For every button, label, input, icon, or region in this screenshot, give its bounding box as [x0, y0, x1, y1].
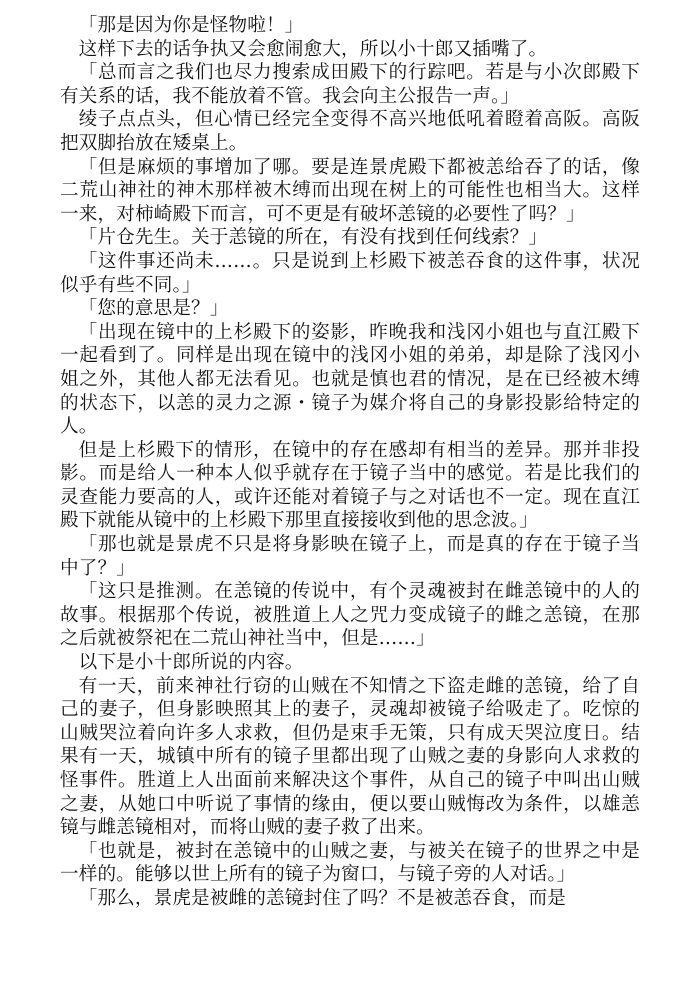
paragraph: 「您的意思是？」	[78, 298, 229, 320]
paragraph: 「出现在镜中的上杉殿下的姿影，昨晚我和浅冈小姐也与直江殿下一起看到了。同样是出现在镜中的浅冈小姐的弟弟，却是除了浅冈小姐之外，其他人都无法看见。也就是慎也君的情况，是在已经被木缚的状态下，以恙的灵力之源・镜子为媒介将自己的身影投影给特定的人。	[60, 321, 640, 438]
paragraph: 有一天，前来神社行窃的山贼在不知情之下盗走雌的恙镜，给了自己的妻子，但身影映照其上的妻子，灵魂却被镜子给吸走了。吃惊的山贼哭泣着向许多人求救，但仍是束手无策，只有成天哭泣度日。结果有一天，城镇中所有的镜子里都出现了山贼之妻的身影向人求救的怪事件。胜道上人出面前来解决这个事件，从自己的镜子中叫出山贼之妻，从她口中听说了事情的缘由，便以要山贼悔改为条件，以雄恙镜与雌恙镜相对，而将山贼的妻子救了出来。	[60, 675, 640, 839]
paragraph: 「也就是，被封在恙镜中的山贼之妻，与被关在镜子的世界之中是一样的。能够以世上所有的镜子为窗口，与镜子旁的人对话。」	[60, 840, 640, 886]
paragraph: 「但是麻烦的事增加了哪。要是连景虎殿下都被恙给吞了的话，像二荒山神社的神木那样被木缚而出现在树上的可能性也相当大。这样一来，对柿崎殿下而言，可不更是有破坏恙镜的必要性了吗？」	[60, 156, 640, 225]
paragraph: 绫子点点头，但心情已经完全变得不高兴地低吼着瞪着高阪。高阪把双脚抬放在矮桌上。	[60, 109, 640, 154]
paragraph: 这样下去的话争执又会愈闹愈大，所以小十郎又插嘴了。	[78, 38, 548, 60]
paragraph: 「那是因为你是怪物啦！」	[78, 15, 304, 36]
novel-page	[60, 14, 640, 911]
paragraph: 「总而言之我们也尽力搜索成田殿下的行踪吧。若是与小次郎殿下有关系的话，我不能放着不管。我会向主公报告一声。」	[60, 62, 640, 107]
paragraph: 「这件事还尚未……。只是说到上杉殿下被恙吞食的这件事，状况似乎有些不同。」	[60, 250, 640, 296]
paragraph: 「那么，景虎是被雌的恙镜封住了吗？不是被恙吞食，而是	[78, 887, 566, 909]
paragraph: 但是上杉殿下的情形，在镜中的存在感却有相当的差异。那并非投影。而是给人一种本人似乎就存在于镜子当中的感觉。若是比我们的灵查能力要高的人，或许还能对着镜子与之对话也不一定。现在直江殿下就能从镜中的上杉殿下那里直接接收到他的思念波。」	[60, 439, 640, 532]
paragraph: 「片仓先生。关于恙镜的所在，有没有找到任何线索？」	[78, 227, 548, 249]
paragraph: 「那也就是景虎不只是将身影映在镜子上，而是真的存在于镜子当中了？」	[60, 534, 640, 579]
paragraph: 以下是小十郎所说的内容。	[78, 652, 304, 674]
paragraph: 「这只是推测。在恙镜的传说中，有个灵魂被封在雌恙镜中的人的故事。根据那个传说，被胜道上人之咒力变成镜子的雌之恙镜，在那之后就被祭祀在二荒山神社当中，但是……」	[60, 581, 640, 650]
